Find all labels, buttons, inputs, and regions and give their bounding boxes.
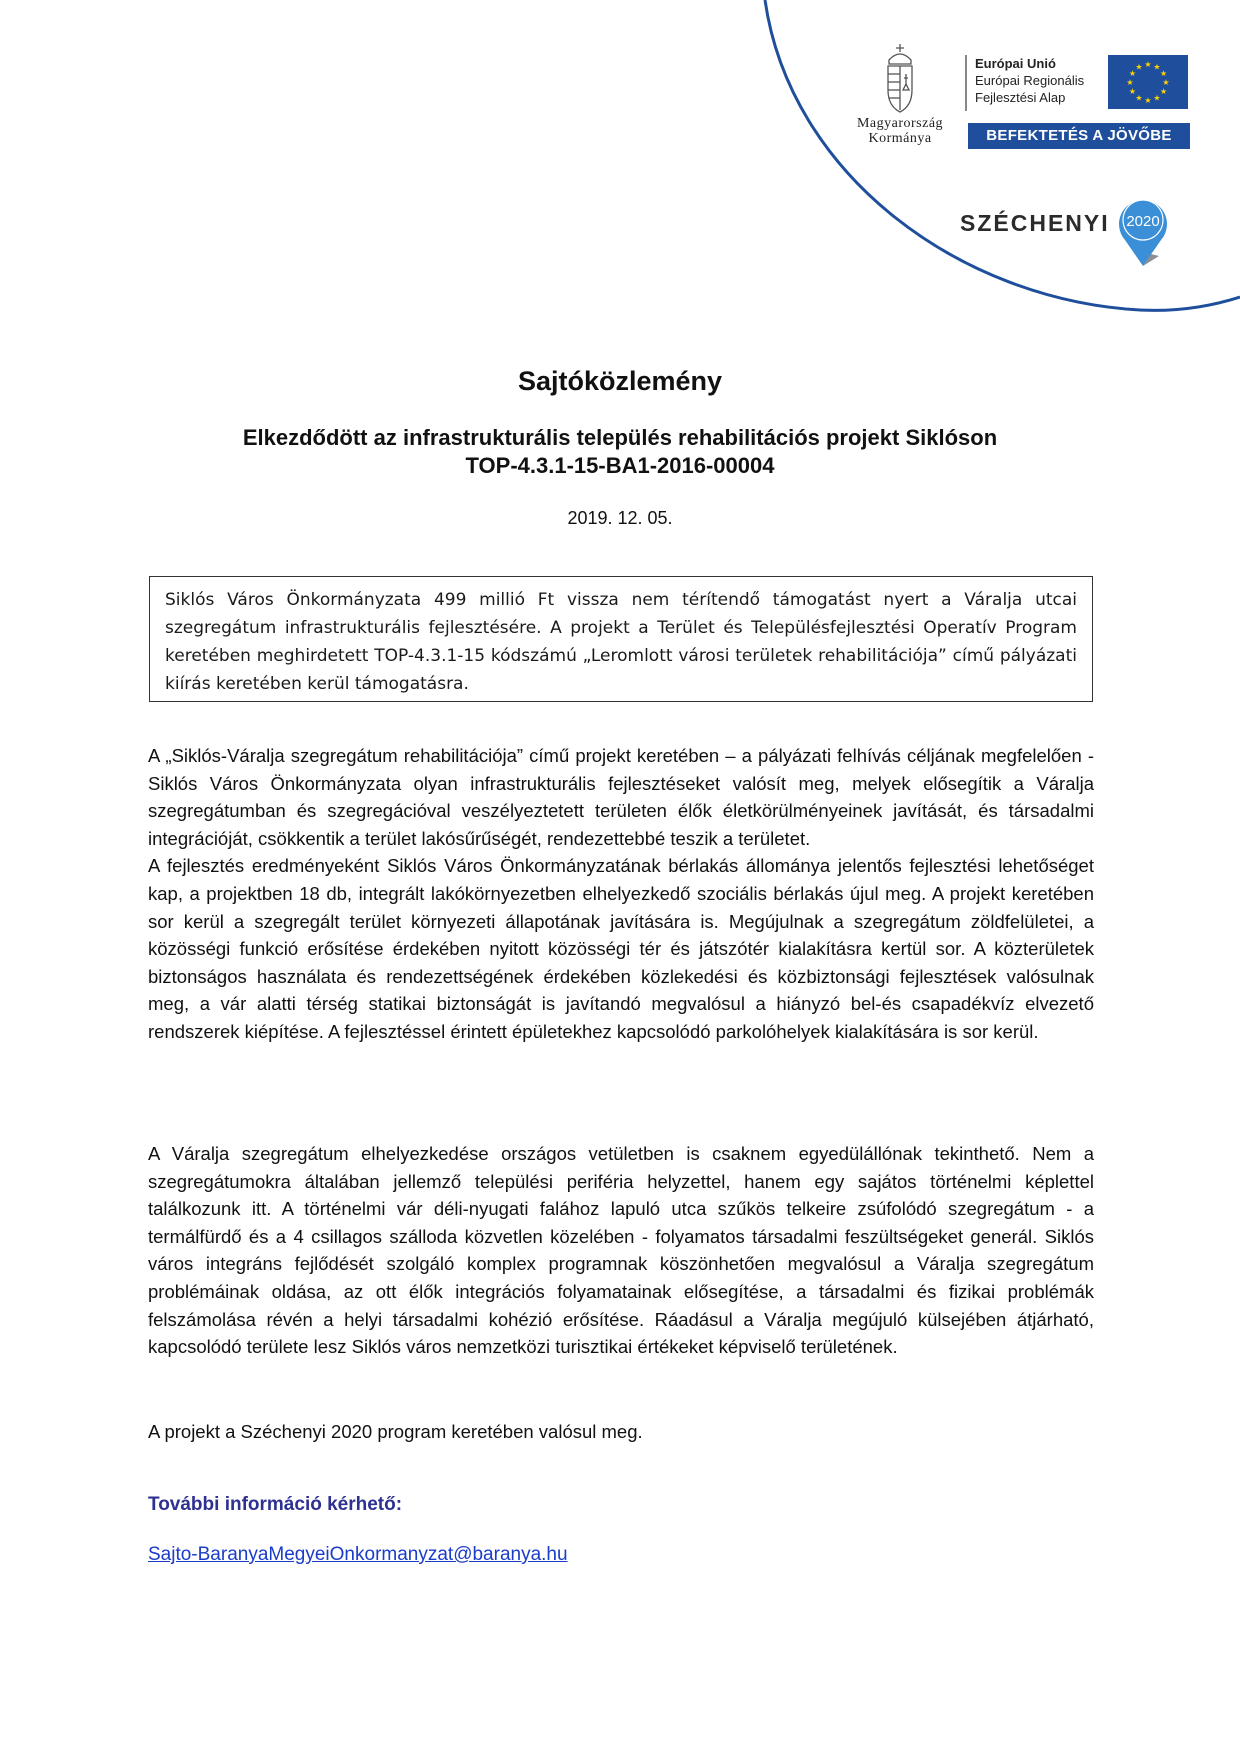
eu-star-icon: ★ bbox=[1135, 93, 1143, 103]
header-arc bbox=[0, 0, 1240, 340]
eu-star-icon: ★ bbox=[1128, 87, 1136, 96]
szechenyi-2020-logo bbox=[960, 198, 1190, 273]
eu-flag-icon bbox=[1108, 55, 1188, 109]
body-paragraphs-1-2 bbox=[148, 742, 1094, 1046]
eu-star-icon: ★ bbox=[1153, 62, 1161, 72]
subtitle-project-code: TOP-4.3.1-15-BA1-2016-00004 bbox=[465, 453, 775, 478]
government-name-line1: Magyarország bbox=[856, 116, 944, 131]
eu-fund-line1: Európai Regionális bbox=[975, 73, 1085, 88]
szechenyi-year: 2020 bbox=[1126, 213, 1160, 230]
document-title: Sajtóközlemény bbox=[517, 366, 723, 396]
government-name-line2: Kormánya bbox=[868, 131, 932, 146]
eu-fund-line2: Fejlesztési Alap bbox=[975, 90, 1066, 105]
eu-slogan-banner: BEFEKTETÉS A JÖVŐBE bbox=[968, 123, 1190, 149]
paragraph-4: A projekt a Széchenyi 2020 program keretében valósul meg. bbox=[148, 1421, 643, 1442]
eu-name: Európai Unió bbox=[975, 56, 1056, 71]
eu-star-icon: ★ bbox=[1135, 62, 1143, 72]
subtitle-project-name: Elkezdődött az infrastrukturális település rehabilitációs projekt Siklóson bbox=[242, 425, 998, 450]
summary-box: Siklós Város Önkormányzata 499 millió Ft vissza nem térítendő támogatást nyert a Váralja utcai szegregátum infrastrukturális fejlesztésére. A projekt a Terület és Településfejlesztési Operatív Program keretében meghirdetett TOP-4.3.1-15 kódszámú „Leromlott városi területek rehabilitációja” című pályázati kiírás keretében kerül támogatásra. bbox=[149, 576, 1093, 702]
paragraph-1: A „Siklós-Váralja szegregátum rehabilitációja” című projekt keretében – a pályázati felhívás céljának megfelelően - Siklós Város Önkormányzata olyan infrastrukturális fejlesztéseket valósít meg, melyek elősegítik a Váralja szegregátumban és szegregációval veszélyeztetett területen élők életkörülményeinek javítását, és társadalmi integrációját, csökkentik a terület lakósűrűségét, rendezettebbé teszik a területet. bbox=[148, 745, 1094, 849]
contact-heading: További információ kérhető: bbox=[148, 1494, 403, 1515]
eu-star-icon: ★ bbox=[1153, 93, 1161, 103]
szechenyi-word: SZÉCHENYI bbox=[960, 210, 1110, 236]
eu-star-icon: ★ bbox=[1144, 60, 1152, 69]
paragraph-3: A Váralja szegregátum elhelyezkedése országos vetületben is csaknem egyedülállónak tekinthető. Nem a szegregátumokra általában jellemző települési periféria helyzettel, hanem egy sajátos történelmi képlettel találkozunk itt. A történelmi vár déli-nyugati falához lapuló utca szűkös telkeire zsúfolódó szegregátum - a termálfürdő és a 4 csillagos szálloda közvetlen közelében - folyamatos társadalmi feszültségeket generál. Siklós város integráns fejlődését szolgáló komplex programnak köszönhetően megvalósul a Váralja szegregátum problémáinak oldása, az ott élők integrációs folyamatainak elősegítése, a társadalmi és fizikai problémák felszámolása révén a helyi társadalmi kohézió erősítése. Ráadásul a Váralja megújuló külsejében átjárható, kapcsolódó területe lesz Siklós város nemzetközi turisztikai értékeket képviselő területének. bbox=[148, 1143, 1094, 1358]
eu-star-icon: ★ bbox=[1126, 78, 1134, 87]
eu-text bbox=[965, 55, 1110, 111]
eu-star-icon: ★ bbox=[1160, 69, 1168, 78]
paragraph-2: A fejlesztés eredményeként Siklós Város Önkormányzatának bérlakás állománya jelentős fejlesztési lehetőséget kap, a projektben 18 db, integrált lakókörnyezetben elhelyezkedő szociális bérlakás újul meg. A projekt keretében sor kerül a szegregált terület környezeti állapotának javítására is. Megújulnak a szegregátum zöldfelületei, a közösségi funkció erősítése érdekében nyitott közösségi tér és játszótér kialakításra kertül sor. A közterületek biztonságos használata és rendezettségének érdekében közlekedési és közbiztonsági fejlesztések valósulnak meg, a vár alatti térség statikai biztonságát is javítandó megvalósul a hiányzó bel-és csapadékvíz elvezető rendszerek kiépítése. A fejlesztéssel érintett épületekhez kapcsolódó parkolóhelyek kialakítására is sor kerül. bbox=[148, 855, 1094, 1042]
government-name bbox=[840, 116, 960, 146]
eu-star-icon: ★ bbox=[1144, 96, 1152, 105]
eu-star-icon: ★ bbox=[1160, 87, 1168, 96]
location-pin-icon bbox=[1115, 196, 1171, 268]
document-subtitle bbox=[150, 424, 1090, 480]
eu-star-icon: ★ bbox=[1128, 69, 1136, 78]
eu-star-icon: ★ bbox=[1162, 78, 1170, 87]
document-date: 2019. 12. 05. bbox=[567, 508, 673, 528]
contact-email-link[interactable]: Sajto-BaranyaMegyeiOnkormanyzat@baranya.hu bbox=[148, 1544, 568, 1565]
government-logo bbox=[840, 42, 960, 146]
hungarian-coat-of-arms-icon bbox=[880, 42, 920, 114]
